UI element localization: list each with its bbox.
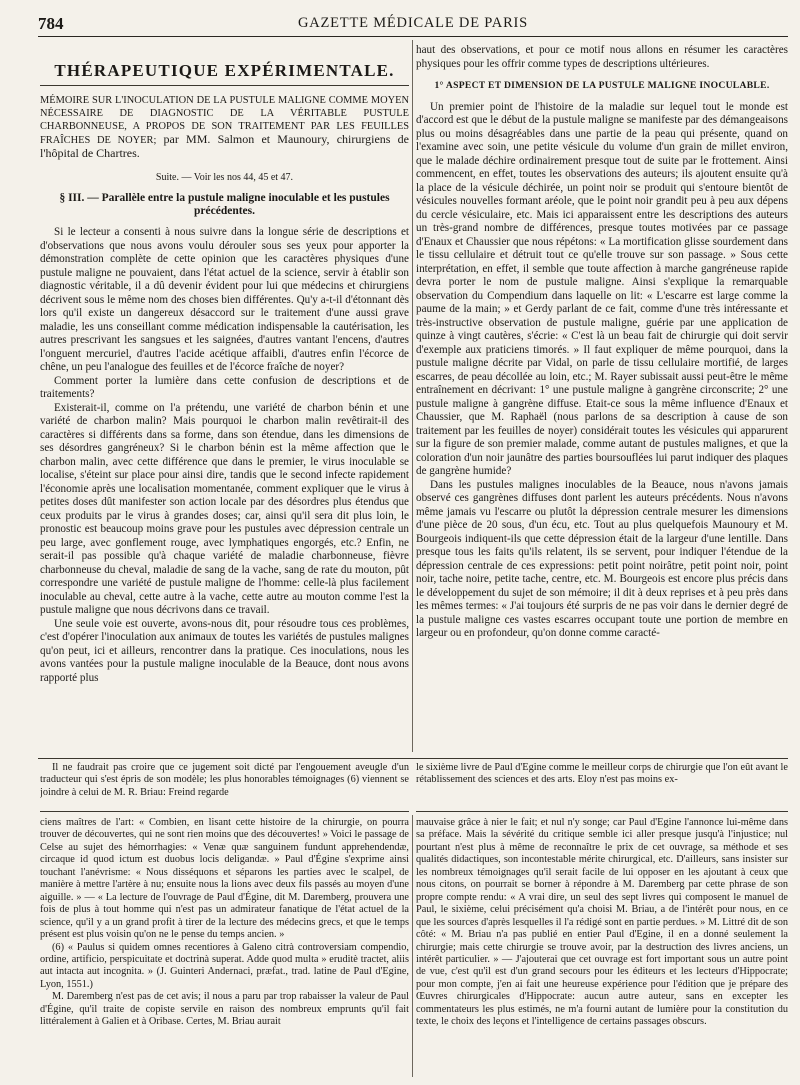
running-head: GAZETTE MÉDICALE DE PARIS xyxy=(297,15,529,31)
page-header xyxy=(38,14,788,37)
footnotes-right xyxy=(416,817,788,1079)
page-number: 784 xyxy=(38,14,64,33)
subsection-heading: 1° ASPECT ET DIMENSION DE LA PUSTULE MALIGNE INOCULABLE. xyxy=(434,80,770,91)
column-divider xyxy=(412,40,413,752)
paragraph: Une seule voie est ouverte, avons-nous dit, pour résoudre tous ces problèmes, c'est d'opérer l'inoculation aux animaux de toutes les variétés de pustules malignes qu'on peut, ici et ailleurs, rencontrer dans la pratique. Ces inoculations, nous les avons vantées pour la pustule maligne inoculable de la Beauce, dont nous avons rapporté plus xyxy=(40,617,409,684)
memoir-authors: par MM. Salmon et Maunoury, chirurgiens de l'hôpital de Chartres. xyxy=(40,131,409,160)
paragraph: Dans les pustules malignes inoculables de la Beauce, nous n'avons jamais observé ces gangrènes diffuses dont parlent les auteurs précédents. Nous n'avons même jamais vu l'escarre ou plutôt la dépression centrale mesurer les dimensions d'une pièce de 20 sous, d'un écu, etc. Tout au plus quelquefois Maunoury et M. Bourgeois indiquent-ils que cette dépression était de la largeur d'une lentille. Dans presque tous les faits qu'ils relatent, ils se servent, pour indiquer l'étendue de la dépression centrale de ces expressions: petit point noirâtre, petit point noir, point noir, tache noire, petite tache, centre, etc. M. Bourgeois est encore plus précis dans le développement du sujet de son mémoire; il dit à deux reprises et à peu près dans les mêmes termes: « J'ai toujours été surpris de ne pas voir dans le dernier degré de la pustule maligne ces vastes escarres occupant toute une portion de membre en largeur ou en profondeur, qu'on donne comme caracté- xyxy=(416,478,788,639)
paragraph: Un premier point de l'histoire de la maladie sur lequel tout le monde est d'accord est que le début de la pustule maligne se manifeste par des démangeaisons plus ou moins désagréables dans une partie de la peau qui présente, quand on l'examine avec soin, une petite vésicule du volume d'un grain de millet environ, que le malade déchire ordinairement presque tout de suite par le frottement. Ainsi commencent, en effet, toutes les observations des auteurs; ils ajoutent ensuite qu'à la place de la vésicule déchirée, un point noir se produit qui s'entoure bientôt de vésicules nouvelles formant aréole, que le point noir grandit peu à peu aux dépens du cercle vésiculaire, etc. Mais ici apparaissent entre les descriptions des auteurs un très-grand nombre de différences, presque toutes motivées par ce passage d'Enaux et Chaussier que nous répétons: « La mortification glisse sourdement dans le tissu cellulaire et détruit tout ce qu'elle trouve sur son passage. » Sous cette interprétation, en effet, il semble que toute affection à marche gangréneuse rapide devra porter le nom de pustule maligne. Ainsi s'explique la remarquable observation du Compendium dans laquelle on lit: « L'escarre est large comme la paume de la main; » et Gerdy parlant de ce fait, comme d'une très intéressante et très-instructive observation de pustule maligne, guérie par une application de quinze à vingt cautères, s'écrie: « C'est là un beau fait de chirurgie qui doit servir d'exemple aux praticiens timorés. » Il faut expliquer de même pourquoi, dans la pustule maligne décrite par Vidal, on parle de tissu cellulaire mortifié, de larges escarres, de peau décollée au loin, etc.; M. Rayer subissait aussi peut-être le même entraînement en décrivant: 1° une pustule maligne à gangrène circonscrite; 2° une pustule maligne à gangrène diffuse. Etait-ce sous la même influence d'Enaux et Chaussier, que M. Raphaël (nous parlons de sa description à cause de son traitement par les feuilles de noyer) considérait toutes les vésicules qui apparurent sur la figure de son premier malade, comme autant de pustules malignes, et que la coloration d'un noir jaunâtre des parties boursouflées lui parut indiquer des plaques de gangrène humide? xyxy=(416,100,788,477)
paragraph-continued: haut des observations, et pour ce motif nous allons en résumer les caractères physiques pour les offrir comme types de descriptions ultérieures. xyxy=(416,44,788,70)
footnotes-left xyxy=(40,817,409,1079)
section-title: THÉRAPEUTIQUE EXPÉRIMENTALE. xyxy=(40,64,409,86)
footnote-paragraph: (6) « Paulus si quidem omnes recentiores à Galeno citrà controversiam compendio, ordine, artificio, perspicuitate et doctrinà superat. Adde quod multa » eruditè tractet, aliis aut intacta aut incognita. » (J. Guinteri Andernaci, præfat., trad. latine de Paul d'Egine, Lyon, 1551.) xyxy=(40,941,409,990)
footnote-separator-right xyxy=(416,811,788,812)
footnote-paragraph: ciens maîtres de l'art: « Combien, en lisant cette histoire de la chirurgie, on pourra trouver de découvertes, qui ne sont rien moins que des découvertes! » Voici le passage de Celse au sujet des hémorrhagies: « Venæ quæ sanguinem fundunt apprehendendæ, circaque id quod ictum est duobus locis deligandæ. » Paul d'Égine s'exprime ainsi touchant l'anévrisme: « Nous disséquons et séparons les parties avec le scalpel, de manière à mettre l'artère à nu; ensuite nous la lions avec deux fils passés au moyen d'une aiguille. » — « La lecture de l'ouvrage de Paul d'Égine, dit M. Daremberg, prouvera une fois de plus à tout homme qui n'est pas un admirateur fanatique de l'état actuel de la science, qu'il y a un grand profit à tirer de la lecture des médecins grecs, et que le temps présent est plus voisin qu'on ne le pense du temps ancien. » xyxy=(40,817,409,941)
memoir-title xyxy=(40,94,409,161)
paragraph: Si le lecteur a consenti à nous suivre dans la longue série de descriptions et d'observations que nous avons voulu dérouler sous ses yeux pour apporter la démonstration complète de cette opinion que les caractères physiques d'une pustule maligne ne pouvaient, dans l'état actuel de la science, servir à établir son diagnostic véritable, il a dû devenir évident pour lui que médecins et chirurgiens décrivent sous le même nom des choses bien différentes. Qu'y a-t-il d'étonnant dès lors qu'il existe un dangereux désaccord sur le traitement d'une aussi grave maladie, les uns conseillant comme médication indispensable la cautérisation, les autres prescrivant les sangsues et les saignées, d'autres vantant l'encens, d'autres l'onguent mercuriel, d'autres l'acide acétique affaibli, d'autres enfin l'écorce de chêne, un peu l'analogue des feuilles et de l'écorce fraîche de noyer? xyxy=(40,226,409,373)
right-column xyxy=(416,44,788,752)
footnote-column-divider xyxy=(412,815,413,1077)
footnote-separator xyxy=(38,758,788,759)
footnote-paragraph: M. Daremberg n'est pas de cet avis; il nous a paru par trop rabaisser la valeur de Paul d'Égine, qu'il traite de copiste servile en raison des nombreux emprunts qu'il fait littéralement à Galien et à Oribase. Certes, M. Briau aurait xyxy=(40,991,409,1028)
footnote-text: Il ne faudrait pas croire que ce jugement soit dicté par l'engouement aveugle d'un traducteur qui s'est épris de son modèle; les plus honorables témoignages (6) viennent se joindre à celui de M. R. Briau: Freind regarde xyxy=(40,762,409,798)
footnote-separator-left xyxy=(40,811,409,812)
continuation-note: Suite. — Voir les nos 44, 45 et 47. xyxy=(155,171,294,183)
footnote-paragraph: mauvaise grâce à nier le fait; et nul n'y songe; car Paul d'Egine l'annonce lui-même dans sa préface. Mais la sévérité du critique semble ici aller presque jusqu'à l'injustice; nul pourtant n'est plus à même de reconnaître le prix de cet ouvrage, sa méthode et ses qualités didactiques, son incontestable mérite chirurgical, etc. D'ailleurs, sans insister sur les nombreux témoignages qu'il serait facile de lui opposer en les ajoutant à ceux que nous citons, on pourrait se borner à répondre à M. Daremberg par cette phrase de son propre compte rendu: « A vrai dire, un seul des sept livres qui composent le manuel de Paul, le sixième, celui précisément qu'a choisi M. Briau, a de l'intérêt pour nous, en ce que les sources d'après lesquelles il l'a rédigé sont en partie perdues. » M. Littré dit de son côté: « M. Briau n'a pas publié en entier Paul d'Egine, il en a donné seulement la chirurgie; mais cette chirurgie se trouve avoir, par la destruction des livres anciens, un intérêt particulier. » — J'ajouterai que cet ouvrage est fort important sous un autre point de vue, c'est qu'il est d'un grand secours pour les éditeurs et les lecteurs d'Hippocrate; pour mon compte, j'en ai fait une heureuse expérience pour l'édition que je prépare des Œuvres chirurgicales d'Hippocrate: aucun autre auteur, sans en excepter les commentateurs les plus estimés, ne m'a fourni autant de lumière pour la constitution du texte, le choix des leçons et l'intelligence de certains passages obscurs. xyxy=(416,817,788,1028)
footnote-text: le sixième livre de Paul d'Egine comme le meilleur corps de chirurgie que l'on eût avant le rétablissement des sciences et des arts. Eloy n'est pas moins ex- xyxy=(416,762,788,786)
left-column xyxy=(40,44,409,752)
footnote-intro-right xyxy=(416,762,788,810)
memoir-title-text: MÉMOIRE SUR L'INOCULATION DE LA PUSTULE MALIGNE COMME MOYEN NÉCESSAIRE DE DIAGNOSTIC DE LA VÉRITABLE PUSTULE CHARBONNEUSE, A PROPOS DE SON TRAITEMENT PAR LES FEUILLES FRAÎCHES DE NOYER; xyxy=(40,94,409,146)
section-subheading: § III. — Parallèle entre la pustule maligne inoculable et les pustules précédentes. xyxy=(59,192,390,217)
footnote-intro-left xyxy=(40,762,409,810)
paragraph: Existerait-il, comme on l'a prétendu, une variété de charbon bénin et une variété de charbon malin? Mais pourquoi le charbon malin revêtirait-il des caractères si différents dans sa forme, dans son étendue, dans les dimensions de ses désordres gangréneux? Si le charbon bénin est la même affection que le charbon malin, avec cette différence que dans le premier, le virus inoculable se localise, s'éteint sur place pour ainsi dire, tandis que le second infecte rapidement l'économie après une localisation momentanée, comment expliquer que le virus à petites doses dût manifester son action locale par des désordres plus étendus que ceux produits par le virus à grandes doses; car, ainsi qu'il sera dit plus loin, le pronostic est beaucoup moins grave pour les pustules avec dépression centrale un peu large, avec gonflement rouge, avec lymphatiques engorgés, etc.? Enfin, ne serait-il pas possible qu'à chaque variété de maladie charbonneuse, fièvre charbonneuse du cheval, maladie de sang de la vache, sang de rate du mouton, pût correspondre une variété de pustule maligne de l'homme: celle-là plus facilement inoculable au cheval, cette autre à la vache, cette autre au mouton comme l'est la pustule maligne que nous décrivons dans ce travail. xyxy=(40,401,409,616)
paragraph: Comment porter la lumière dans cette confusion de descriptions et de traitements? xyxy=(40,374,409,400)
